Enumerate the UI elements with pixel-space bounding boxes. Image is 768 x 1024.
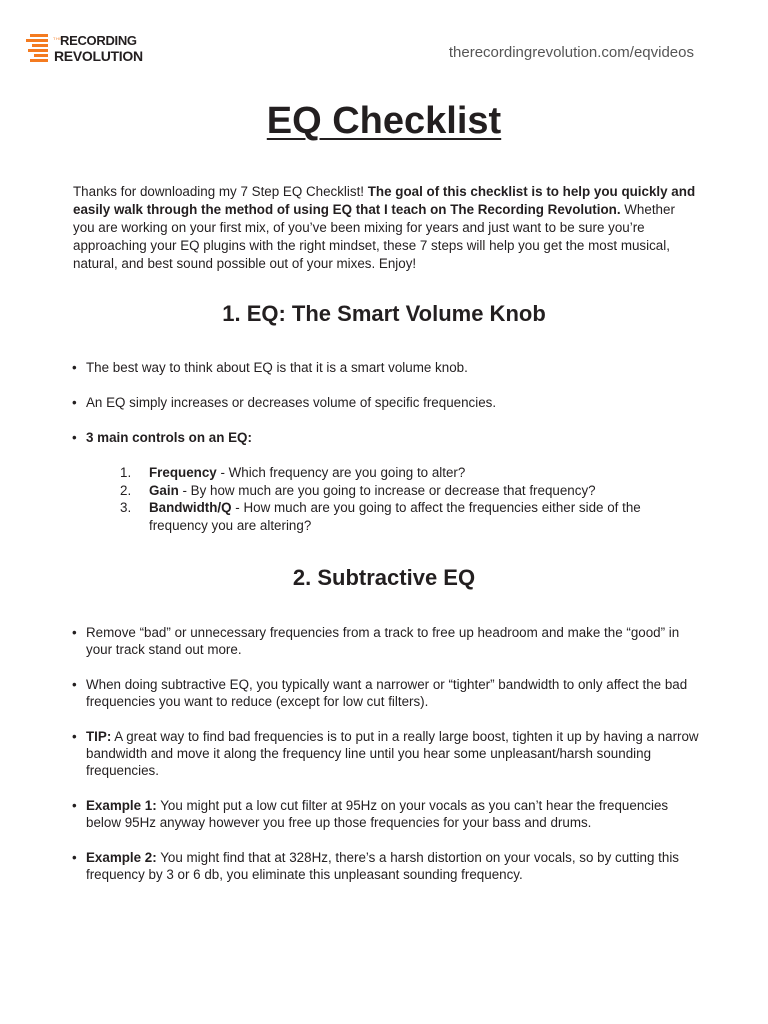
logo-the: THE bbox=[53, 36, 63, 41]
recording-revolution-logo bbox=[26, 32, 166, 68]
example2-label: Example 2: bbox=[86, 850, 157, 865]
tip-label: TIP: bbox=[86, 729, 112, 744]
control-item-bandwidth bbox=[120, 499, 695, 534]
intro-lead: Thanks for downloading my 7 Step EQ Checklist! bbox=[73, 184, 368, 199]
list-item bbox=[72, 624, 702, 658]
list-item bbox=[72, 797, 702, 831]
list-item-text: 3 main controls on an EQ: bbox=[86, 430, 252, 445]
logo-bars-icon bbox=[26, 34, 52, 64]
control-item-frequency bbox=[120, 464, 695, 482]
intro-rest: Whether you are working on your first mix, of you’ve been mixing for years and just want to be sure you’re approaching your EQ plugins with the right mindset, these 7 steps will help you get the most musical, natural, and best sound possible out of your mixes. Enjoy! bbox=[73, 202, 675, 271]
section1-bullet-list bbox=[72, 359, 702, 446]
list-item-text: An EQ simply increases or decreases volume of specific frequencies. bbox=[86, 395, 497, 410]
logo-recording: RECORDING bbox=[60, 33, 137, 48]
example1-label: Example 1: bbox=[86, 798, 157, 813]
site-url-link[interactable]: therecordingrevolution.com/eqvideos bbox=[448, 44, 694, 61]
tip-text: A great way to find bad frequencies is to put in a really large boost, tighten it up by having a narrow bandwidth and move it along the frequency line until you hear some unpleasant/harsh sounding frequencies. bbox=[86, 729, 699, 778]
page-title: EQ Checklist bbox=[266, 100, 502, 142]
control-term: Bandwidth/Q bbox=[149, 500, 232, 515]
control-desc: - By how much are you going to increase or decrease that frequency? bbox=[178, 482, 596, 498]
control-number: 3. bbox=[120, 500, 132, 515]
control-term: Gain bbox=[149, 482, 179, 498]
control-item-gain bbox=[120, 482, 695, 500]
list-item-text: The best way to think about EQ is that it is a smart volume knob. bbox=[86, 360, 468, 375]
logo-revolution: REVOLUTION bbox=[54, 48, 143, 64]
list-item bbox=[72, 394, 702, 411]
intro-bold: The goal of this checklist is to help you quickly and easily walk through the method of using EQ that I teach on The Recording Revolution. bbox=[73, 184, 696, 217]
section2-bullet-list bbox=[72, 624, 702, 883]
intro-paragraph bbox=[73, 183, 698, 273]
control-number: 2. bbox=[120, 482, 132, 498]
example2-text: You might find that at 328Hz, there’s a harsh distortion on your vocals, so by cutting this frequency by 3 or 6 db, you eliminate this unpleasant sounding frequency. bbox=[86, 850, 680, 882]
list-item bbox=[72, 728, 702, 779]
list-item bbox=[72, 849, 702, 883]
example1-text: You might put a low cut filter at 95Hz on your vocals as you can’t hear the frequencies below 95Hz anyway however you free up those frequencies for your bass and drums. bbox=[86, 798, 669, 830]
control-number: 1. bbox=[120, 465, 132, 480]
list-item bbox=[72, 359, 702, 376]
eq-controls-list bbox=[120, 464, 695, 534]
control-desc: - Which frequency are you going to alter? bbox=[216, 465, 466, 480]
control-term: Frequency bbox=[149, 465, 217, 480]
control-desc: - How much are you going to affect the frequencies either side of the frequency you are altering? bbox=[149, 500, 641, 533]
list-item-text: When doing subtractive EQ, you typically want a narrower or “tighter” bandwidth to only affect the bad frequencies you want to reduce (except for low cut filters). bbox=[86, 677, 688, 709]
section2-heading: 2. Subtractive EQ bbox=[292, 565, 476, 590]
list-item bbox=[72, 429, 702, 446]
section1-heading: 1. EQ: The Smart Volume Knob bbox=[222, 301, 546, 326]
list-item bbox=[72, 676, 702, 710]
list-item-text: Remove “bad” or unnecessary frequencies from a track to free up headroom and make the “good” in your track stand out more. bbox=[86, 625, 680, 657]
